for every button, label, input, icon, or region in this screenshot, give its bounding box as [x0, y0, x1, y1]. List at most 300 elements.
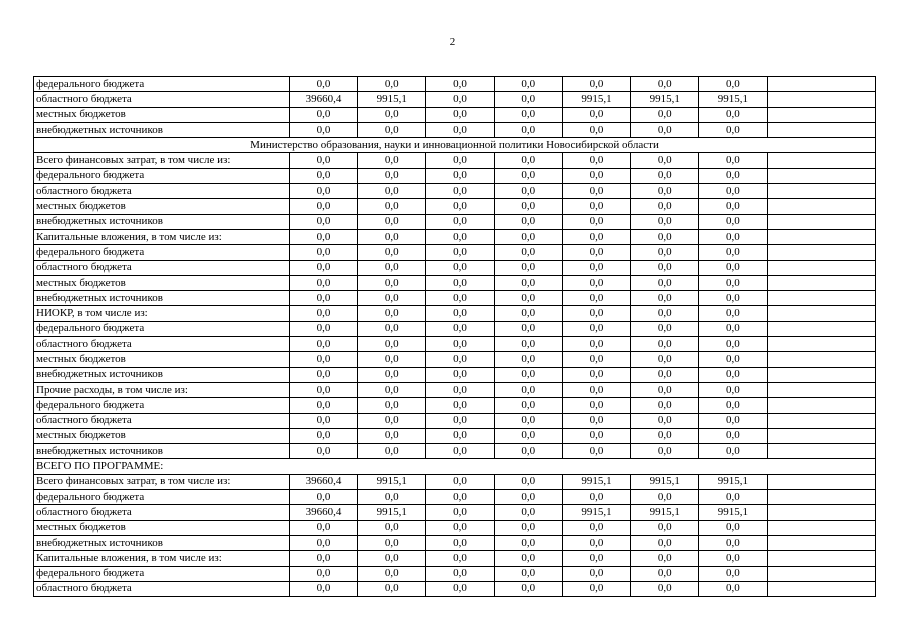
table-row — [34, 428, 876, 443]
value-cell: 0,0 — [289, 291, 357, 306]
value-cell: 0,0 — [358, 275, 426, 290]
value-cell: 0,0 — [494, 444, 562, 459]
value-cell: 0,0 — [699, 551, 767, 566]
table-row — [34, 291, 876, 306]
value-cell: 0,0 — [426, 229, 494, 244]
value-cell: 0,0 — [699, 535, 767, 550]
value-cell: 0,0 — [358, 551, 426, 566]
value-cell: 0,0 — [358, 214, 426, 229]
value-cell: 0,0 — [631, 490, 699, 505]
value-cell: 0,0 — [426, 520, 494, 535]
value-cell: 0,0 — [699, 77, 767, 92]
note-cell — [767, 168, 875, 183]
value-cell: 0,0 — [358, 352, 426, 367]
value-cell: 0,0 — [494, 505, 562, 520]
value-cell: 0,0 — [426, 382, 494, 397]
row-label: областного бюджета — [34, 505, 290, 520]
note-cell — [767, 107, 875, 122]
note-cell — [767, 490, 875, 505]
value-cell: 0,0 — [699, 229, 767, 244]
value-cell: 0,0 — [358, 153, 426, 168]
value-cell: 0,0 — [562, 382, 630, 397]
value-cell: 0,0 — [494, 566, 562, 581]
row-label: федерального бюджета — [34, 77, 290, 92]
row-label: федерального бюджета — [34, 490, 290, 505]
value-cell: 0,0 — [631, 382, 699, 397]
row-label: Всего финансовых затрат, в том числе из: — [34, 474, 290, 489]
value-cell: 0,0 — [289, 490, 357, 505]
value-cell: 0,0 — [562, 581, 630, 596]
value-cell: 0,0 — [358, 490, 426, 505]
value-cell: 0,0 — [358, 77, 426, 92]
value-cell: 0,0 — [494, 275, 562, 290]
note-cell — [767, 229, 875, 244]
value-cell: 0,0 — [289, 229, 357, 244]
value-cell: 0,0 — [631, 107, 699, 122]
value-cell: 9915,1 — [631, 92, 699, 107]
value-cell: 0,0 — [426, 581, 494, 596]
value-cell: 0,0 — [358, 398, 426, 413]
table-row — [34, 367, 876, 382]
value-cell: 0,0 — [631, 551, 699, 566]
value-cell: 0,0 — [289, 413, 357, 428]
table-row — [34, 260, 876, 275]
value-cell: 0,0 — [289, 77, 357, 92]
row-label: федерального бюджета — [34, 321, 290, 336]
row-label: областного бюджета — [34, 184, 290, 199]
value-cell: 0,0 — [358, 337, 426, 352]
value-cell: 0,0 — [631, 398, 699, 413]
value-cell: 0,0 — [494, 245, 562, 260]
value-cell: 0,0 — [289, 199, 357, 214]
value-cell: 0,0 — [699, 122, 767, 137]
value-cell: 0,0 — [426, 352, 494, 367]
value-cell: 0,0 — [562, 184, 630, 199]
value-cell: 9915,1 — [358, 474, 426, 489]
row-label: внебюджетных источников — [34, 214, 290, 229]
note-cell — [767, 520, 875, 535]
table-row — [34, 122, 876, 137]
note-cell — [767, 444, 875, 459]
value-cell: 0,0 — [358, 444, 426, 459]
value-cell: 0,0 — [289, 306, 357, 321]
value-cell: 0,0 — [494, 398, 562, 413]
value-cell: 0,0 — [358, 306, 426, 321]
value-cell: 0,0 — [289, 275, 357, 290]
value-cell: 0,0 — [358, 291, 426, 306]
value-cell: 9915,1 — [699, 474, 767, 489]
note-cell — [767, 428, 875, 443]
value-cell: 0,0 — [289, 367, 357, 382]
note-cell — [767, 245, 875, 260]
value-cell: 0,0 — [631, 367, 699, 382]
value-cell: 0,0 — [631, 566, 699, 581]
value-cell: 0,0 — [494, 367, 562, 382]
value-cell: 0,0 — [426, 153, 494, 168]
value-cell: 0,0 — [289, 260, 357, 275]
value-cell: 0,0 — [562, 245, 630, 260]
value-cell: 0,0 — [289, 382, 357, 397]
note-cell — [767, 321, 875, 336]
value-cell: 0,0 — [562, 490, 630, 505]
value-cell: 0,0 — [699, 199, 767, 214]
group-title: ВСЕГО ПО ПРОГРАММЕ: — [34, 459, 876, 474]
value-cell: 0,0 — [358, 260, 426, 275]
value-cell: 0,0 — [426, 474, 494, 489]
row-label: местных бюджетов — [34, 352, 290, 367]
value-cell: 39660,4 — [289, 92, 357, 107]
row-label: местных бюджетов — [34, 428, 290, 443]
value-cell: 0,0 — [426, 107, 494, 122]
value-cell: 0,0 — [289, 352, 357, 367]
value-cell: 0,0 — [699, 245, 767, 260]
row-label: Всего финансовых затрат, в том числе из: — [34, 153, 290, 168]
value-cell: 0,0 — [562, 428, 630, 443]
value-cell: 0,0 — [426, 505, 494, 520]
table-row — [34, 199, 876, 214]
note-cell — [767, 122, 875, 137]
table-row — [34, 153, 876, 168]
row-label: местных бюджетов — [34, 107, 290, 122]
value-cell: 9915,1 — [631, 505, 699, 520]
value-cell: 0,0 — [631, 581, 699, 596]
value-cell: 0,0 — [289, 184, 357, 199]
value-cell: 0,0 — [631, 321, 699, 336]
group-header-row — [34, 459, 876, 474]
value-cell: 0,0 — [631, 214, 699, 229]
note-cell — [767, 505, 875, 520]
value-cell: 0,0 — [699, 153, 767, 168]
value-cell: 0,0 — [289, 245, 357, 260]
value-cell: 0,0 — [494, 321, 562, 336]
value-cell: 9915,1 — [631, 474, 699, 489]
value-cell: 0,0 — [494, 520, 562, 535]
row-label: областного бюджета — [34, 581, 290, 596]
table-row — [34, 566, 876, 581]
value-cell: 0,0 — [426, 321, 494, 336]
value-cell: 0,0 — [562, 337, 630, 352]
row-label: федерального бюджета — [34, 168, 290, 183]
value-cell: 0,0 — [426, 168, 494, 183]
value-cell: 0,0 — [289, 520, 357, 535]
row-label: местных бюджетов — [34, 520, 290, 535]
row-label: Прочие расходы, в том числе из: — [34, 382, 290, 397]
row-label: областного бюджета — [34, 337, 290, 352]
value-cell: 0,0 — [426, 260, 494, 275]
value-cell: 0,0 — [699, 520, 767, 535]
table-row — [34, 520, 876, 535]
value-cell: 0,0 — [494, 168, 562, 183]
value-cell: 0,0 — [494, 291, 562, 306]
value-cell: 0,0 — [631, 291, 699, 306]
value-cell: 0,0 — [562, 229, 630, 244]
table-row — [34, 245, 876, 260]
table-row — [34, 107, 876, 122]
value-cell: 0,0 — [699, 260, 767, 275]
row-label: областного бюджета — [34, 92, 290, 107]
value-cell: 0,0 — [494, 260, 562, 275]
value-cell: 0,0 — [699, 444, 767, 459]
value-cell: 0,0 — [426, 291, 494, 306]
table-row — [34, 275, 876, 290]
value-cell: 0,0 — [562, 306, 630, 321]
value-cell: 0,0 — [426, 199, 494, 214]
value-cell: 0,0 — [494, 581, 562, 596]
value-cell: 0,0 — [494, 214, 562, 229]
table-row — [34, 581, 876, 596]
table-row — [34, 77, 876, 92]
value-cell: 0,0 — [699, 382, 767, 397]
value-cell: 0,0 — [358, 382, 426, 397]
value-cell: 0,0 — [562, 199, 630, 214]
value-cell: 0,0 — [699, 291, 767, 306]
value-cell: 0,0 — [426, 184, 494, 199]
value-cell: 0,0 — [358, 168, 426, 183]
value-cell: 0,0 — [289, 428, 357, 443]
value-cell: 0,0 — [494, 413, 562, 428]
table-row — [34, 551, 876, 566]
value-cell: 0,0 — [562, 367, 630, 382]
value-cell: 0,0 — [358, 428, 426, 443]
table-row — [34, 168, 876, 183]
value-cell: 0,0 — [358, 367, 426, 382]
value-cell: 0,0 — [289, 566, 357, 581]
value-cell: 0,0 — [494, 474, 562, 489]
value-cell: 0,0 — [631, 520, 699, 535]
value-cell: 0,0 — [631, 168, 699, 183]
section-header-row — [34, 138, 876, 153]
value-cell: 0,0 — [426, 551, 494, 566]
value-cell: 0,0 — [562, 260, 630, 275]
row-label: Капитальные вложения, в том числе из: — [34, 229, 290, 244]
note-cell — [767, 337, 875, 352]
value-cell: 0,0 — [699, 107, 767, 122]
value-cell: 9915,1 — [562, 92, 630, 107]
value-cell: 0,0 — [631, 535, 699, 550]
note-cell — [767, 153, 875, 168]
value-cell: 0,0 — [562, 444, 630, 459]
value-cell: 0,0 — [358, 535, 426, 550]
value-cell: 0,0 — [631, 337, 699, 352]
value-cell: 0,0 — [631, 77, 699, 92]
value-cell: 0,0 — [426, 566, 494, 581]
value-cell: 0,0 — [289, 107, 357, 122]
note-cell — [767, 306, 875, 321]
value-cell: 0,0 — [289, 168, 357, 183]
value-cell: 0,0 — [699, 352, 767, 367]
table-row — [34, 321, 876, 336]
value-cell: 0,0 — [358, 581, 426, 596]
value-cell: 0,0 — [631, 413, 699, 428]
table-row — [34, 413, 876, 428]
value-cell: 0,0 — [494, 306, 562, 321]
value-cell: 0,0 — [426, 337, 494, 352]
value-cell: 0,0 — [562, 398, 630, 413]
value-cell: 0,0 — [358, 245, 426, 260]
value-cell: 0,0 — [494, 184, 562, 199]
value-cell: 0,0 — [426, 367, 494, 382]
value-cell: 0,0 — [494, 337, 562, 352]
value-cell: 0,0 — [699, 321, 767, 336]
value-cell: 0,0 — [426, 122, 494, 137]
row-label: федерального бюджета — [34, 398, 290, 413]
value-cell: 0,0 — [289, 122, 357, 137]
value-cell: 9915,1 — [358, 92, 426, 107]
value-cell: 0,0 — [494, 153, 562, 168]
value-cell: 0,0 — [426, 398, 494, 413]
table-row — [34, 535, 876, 550]
value-cell: 0,0 — [289, 581, 357, 596]
value-cell: 0,0 — [494, 92, 562, 107]
row-label: областного бюджета — [34, 260, 290, 275]
value-cell: 0,0 — [562, 77, 630, 92]
value-cell: 0,0 — [699, 490, 767, 505]
note-cell — [767, 184, 875, 199]
note-cell — [767, 352, 875, 367]
page-number: 2 — [449, 36, 456, 48]
value-cell: 0,0 — [358, 566, 426, 581]
value-cell: 0,0 — [494, 122, 562, 137]
value-cell: 0,0 — [358, 199, 426, 214]
row-label: внебюджетных источников — [34, 535, 290, 550]
note-cell — [767, 199, 875, 214]
value-cell: 39660,4 — [289, 474, 357, 489]
value-cell: 0,0 — [699, 214, 767, 229]
value-cell: 0,0 — [358, 321, 426, 336]
value-cell: 0,0 — [699, 398, 767, 413]
value-cell: 0,0 — [562, 122, 630, 137]
value-cell: 0,0 — [289, 214, 357, 229]
value-cell: 0,0 — [494, 352, 562, 367]
value-cell: 0,0 — [699, 367, 767, 382]
value-cell: 0,0 — [494, 77, 562, 92]
value-cell: 0,0 — [631, 260, 699, 275]
row-label: внебюджетных источников — [34, 444, 290, 459]
table-row — [34, 444, 876, 459]
value-cell: 0,0 — [426, 92, 494, 107]
value-cell: 0,0 — [699, 184, 767, 199]
value-cell: 0,0 — [631, 184, 699, 199]
value-cell: 0,0 — [699, 581, 767, 596]
value-cell: 0,0 — [494, 535, 562, 550]
value-cell: 0,0 — [562, 291, 630, 306]
value-cell: 0,0 — [631, 444, 699, 459]
value-cell: 0,0 — [494, 382, 562, 397]
value-cell: 0,0 — [631, 153, 699, 168]
value-cell: 0,0 — [426, 428, 494, 443]
table-row — [34, 306, 876, 321]
value-cell: 0,0 — [562, 520, 630, 535]
value-cell: 0,0 — [426, 245, 494, 260]
value-cell: 0,0 — [631, 428, 699, 443]
note-cell — [767, 275, 875, 290]
row-label: областного бюджета — [34, 413, 290, 428]
value-cell: 0,0 — [289, 535, 357, 550]
value-cell: 0,0 — [631, 229, 699, 244]
value-cell: 0,0 — [562, 535, 630, 550]
row-label: Капитальные вложения, в том числе из: — [34, 551, 290, 566]
value-cell: 9915,1 — [562, 505, 630, 520]
table-row — [34, 474, 876, 489]
value-cell: 0,0 — [289, 444, 357, 459]
value-cell: 0,0 — [699, 428, 767, 443]
table-row — [34, 229, 876, 244]
value-cell: 0,0 — [289, 551, 357, 566]
value-cell: 0,0 — [426, 214, 494, 229]
value-cell: 0,0 — [699, 306, 767, 321]
value-cell: 0,0 — [289, 153, 357, 168]
value-cell: 0,0 — [358, 184, 426, 199]
value-cell: 9915,1 — [562, 474, 630, 489]
value-cell: 0,0 — [562, 214, 630, 229]
note-cell — [767, 566, 875, 581]
value-cell: 0,0 — [699, 413, 767, 428]
value-cell: 0,0 — [358, 520, 426, 535]
table-row — [34, 214, 876, 229]
table-row — [34, 184, 876, 199]
value-cell: 0,0 — [699, 337, 767, 352]
value-cell: 0,0 — [631, 199, 699, 214]
row-label: внебюджетных источников — [34, 291, 290, 306]
value-cell: 0,0 — [426, 490, 494, 505]
row-label: местных бюджетов — [34, 199, 290, 214]
value-cell: 0,0 — [631, 306, 699, 321]
value-cell: 0,0 — [562, 275, 630, 290]
value-cell: 0,0 — [562, 153, 630, 168]
value-cell: 0,0 — [494, 428, 562, 443]
value-cell: 0,0 — [289, 398, 357, 413]
row-label: федерального бюджета — [34, 566, 290, 581]
value-cell: 0,0 — [426, 77, 494, 92]
value-cell: 0,0 — [494, 199, 562, 214]
row-label: внебюджетных источников — [34, 367, 290, 382]
table-row — [34, 505, 876, 520]
value-cell: 0,0 — [699, 168, 767, 183]
table-row — [34, 398, 876, 413]
value-cell: 0,0 — [426, 444, 494, 459]
value-cell: 9915,1 — [358, 505, 426, 520]
row-label: федерального бюджета — [34, 245, 290, 260]
value-cell: 0,0 — [562, 107, 630, 122]
value-cell: 39660,4 — [289, 505, 357, 520]
value-cell: 0,0 — [358, 229, 426, 244]
value-cell: 0,0 — [494, 229, 562, 244]
note-cell — [767, 77, 875, 92]
table-row — [34, 490, 876, 505]
value-cell: 0,0 — [562, 168, 630, 183]
financing-table — [33, 76, 876, 597]
value-cell: 0,0 — [289, 321, 357, 336]
value-cell: 0,0 — [562, 551, 630, 566]
note-cell — [767, 382, 875, 397]
row-label: местных бюджетов — [34, 275, 290, 290]
value-cell: 0,0 — [562, 352, 630, 367]
note-cell — [767, 92, 875, 107]
value-cell: 0,0 — [494, 551, 562, 566]
table-row — [34, 92, 876, 107]
value-cell: 0,0 — [562, 413, 630, 428]
note-cell — [767, 581, 875, 596]
value-cell: 0,0 — [426, 413, 494, 428]
value-cell: 0,0 — [699, 275, 767, 290]
value-cell: 0,0 — [562, 321, 630, 336]
note-cell — [767, 214, 875, 229]
row-label: внебюджетных источников — [34, 122, 290, 137]
financing-table-body — [34, 77, 876, 597]
note-cell — [767, 535, 875, 550]
value-cell: 0,0 — [699, 566, 767, 581]
value-cell: 0,0 — [631, 122, 699, 137]
